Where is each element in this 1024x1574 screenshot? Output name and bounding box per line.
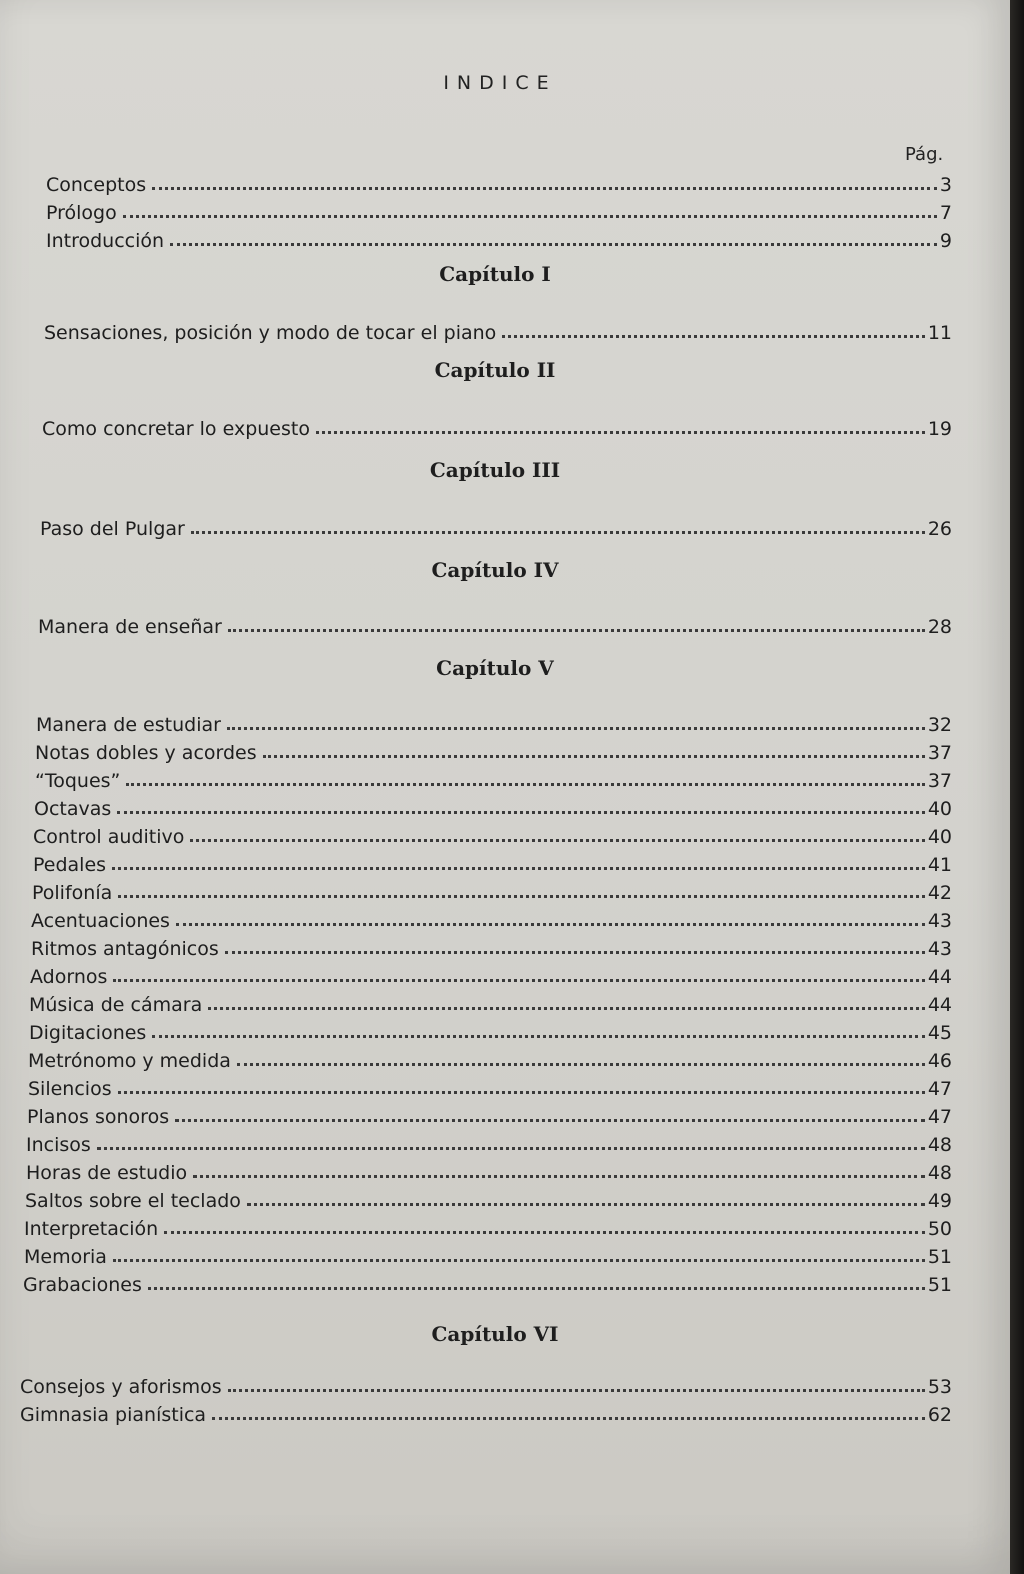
- toc-entry-page: 9: [939, 230, 952, 252]
- dot-leader: [228, 629, 925, 632]
- dot-leader: [97, 1147, 925, 1150]
- toc-entry: [46, 224, 952, 252]
- toc-entry: [26, 1128, 952, 1156]
- toc-entry: [26, 1156, 952, 1184]
- dot-leader: [175, 1119, 925, 1122]
- toc-entry-page: 43: [927, 910, 952, 932]
- toc-entry-page: 44: [927, 966, 952, 988]
- dot-leader: [191, 531, 925, 534]
- toc-entry-page: 48: [927, 1134, 952, 1156]
- toc-entry-label: Memoria: [24, 1246, 107, 1268]
- toc-entry-page: 43: [927, 938, 952, 960]
- toc-entry: [31, 932, 952, 960]
- toc-entry: [31, 904, 952, 932]
- toc-entry-label: Silencios: [28, 1078, 112, 1100]
- toc-entry-label: Horas de estudio: [26, 1162, 188, 1184]
- toc-entry: [25, 1184, 952, 1212]
- toc-entry: [36, 708, 952, 736]
- chapter-heading: Capítulo VI: [431, 1322, 559, 1346]
- toc-entry-label: Notas dobles y acordes: [35, 742, 257, 764]
- chapter-heading: Capítulo I: [439, 262, 551, 286]
- toc-entry: [27, 1100, 952, 1128]
- dot-leader: [118, 895, 925, 898]
- chapter-heading: Capítulo III: [429, 458, 561, 482]
- toc-entry-label: Planos sonoros: [27, 1106, 170, 1128]
- toc-entry: [44, 316, 952, 344]
- toc-entry: [20, 1370, 952, 1398]
- toc-entry-page: 3: [939, 174, 952, 196]
- toc-entry-label: Sensaciones, posición y modo de tocar el piano: [44, 322, 497, 344]
- dot-leader: [123, 215, 937, 218]
- toc-entry-page: 53: [927, 1376, 952, 1398]
- toc-entry: [46, 196, 952, 224]
- toc-entry: [40, 512, 952, 540]
- dot-leader: [227, 727, 925, 730]
- toc-entry-page: 37: [927, 742, 952, 764]
- toc-entry: [28, 1072, 952, 1100]
- toc-entry-page: 28: [927, 616, 952, 638]
- dot-leader: [193, 1175, 925, 1178]
- dot-leader: [502, 335, 925, 338]
- toc-entry-page: 62: [927, 1404, 952, 1426]
- page-column-header: Pág.: [905, 144, 944, 165]
- dot-leader: [148, 1287, 925, 1290]
- toc-entry-label: Control auditivo: [33, 826, 185, 848]
- toc-entry-label: Pedales: [33, 854, 107, 876]
- toc-entry-label: Polifonía: [32, 882, 113, 904]
- toc-entry-label: Metrónomo y medida: [28, 1050, 231, 1072]
- toc-entry: [24, 1212, 952, 1240]
- dot-leader: [164, 1231, 925, 1234]
- dot-leader: [176, 923, 925, 926]
- toc-entry-label: Gimnasia pianística: [20, 1404, 207, 1426]
- toc-entry: [35, 736, 952, 764]
- dot-leader: [152, 187, 937, 190]
- toc-entry-label: Conceptos: [46, 174, 147, 196]
- toc-entry-label: Incisos: [26, 1134, 91, 1156]
- toc-entry: [28, 1044, 952, 1072]
- toc-entry-label: Interpretación: [24, 1218, 159, 1240]
- dot-leader: [208, 1007, 925, 1010]
- toc-entry: [32, 876, 952, 904]
- toc-entry-page: 37: [927, 770, 952, 792]
- toc-entry-page: 11: [927, 322, 952, 344]
- toc-entry-page: 51: [927, 1274, 952, 1296]
- toc-entry-label: Manera de estudiar: [36, 714, 221, 736]
- toc-entry-page: 42: [927, 882, 952, 904]
- toc-entry-label: Como concretar lo expuesto: [42, 418, 310, 440]
- toc-entry-label: Saltos sobre el teclado: [25, 1190, 241, 1212]
- toc-entry-page: 41: [927, 854, 952, 876]
- toc-entry: [20, 1398, 952, 1426]
- toc-entry-label: “Toques”: [35, 770, 121, 792]
- index-title: INDICE: [443, 72, 557, 94]
- chapter-heading: Capítulo V: [436, 656, 554, 680]
- toc-entry-page: 51: [927, 1246, 952, 1268]
- dot-leader: [263, 755, 925, 758]
- dot-leader: [112, 867, 925, 870]
- toc-entry-label: Grabaciones: [23, 1274, 142, 1296]
- dot-leader: [316, 431, 925, 434]
- dot-leader: [225, 951, 925, 954]
- toc-entry: [42, 412, 952, 440]
- dot-leader: [152, 1035, 924, 1038]
- dot-leader: [118, 1091, 925, 1094]
- toc-entry-page: 7: [939, 202, 952, 224]
- dot-leader: [212, 1417, 925, 1420]
- dot-leader: [237, 1063, 925, 1066]
- toc-entry-page: 48: [927, 1162, 952, 1184]
- toc-entry-page: 50: [927, 1218, 952, 1240]
- toc-entry: [46, 168, 952, 196]
- chapter-heading: Capítulo II: [434, 358, 556, 382]
- toc-entry: [30, 960, 952, 988]
- dot-leader: [170, 243, 937, 246]
- toc-entry-label: Prólogo: [46, 202, 117, 224]
- toc-entry: [33, 848, 952, 876]
- toc-entry: [33, 820, 952, 848]
- dot-leader: [126, 783, 924, 786]
- toc-entry-page: 40: [927, 826, 952, 848]
- toc-entry-label: Introducción: [46, 230, 165, 252]
- toc-entry-page: 19: [927, 418, 952, 440]
- toc-entry-label: Música de cámara: [29, 994, 203, 1016]
- toc-entry-page: 44: [927, 994, 952, 1016]
- toc-entry: [29, 988, 952, 1016]
- toc-entry: [24, 1240, 952, 1268]
- toc-entry-page: 26: [927, 518, 952, 540]
- dot-leader: [247, 1203, 925, 1206]
- toc-entry: [23, 1268, 952, 1296]
- toc-entry: [29, 1016, 952, 1044]
- chapter-heading: Capítulo IV: [431, 558, 559, 582]
- toc-entry-page: 32: [927, 714, 952, 736]
- dot-leader: [117, 811, 925, 814]
- toc-entry-page: 45: [927, 1022, 952, 1044]
- toc-entry-label: Paso del Pulgar: [40, 518, 185, 540]
- toc-entry-label: Manera de enseñar: [38, 616, 222, 638]
- toc-entry-label: Digitaciones: [29, 1022, 147, 1044]
- page-edge: [1010, 0, 1024, 1574]
- toc-entry-label: Adornos: [30, 966, 108, 988]
- toc-entry: [35, 764, 952, 792]
- dot-leader: [113, 1259, 925, 1262]
- dot-leader: [228, 1389, 925, 1392]
- toc-entry-page: 46: [927, 1050, 952, 1072]
- toc-entry-page: 47: [927, 1106, 952, 1128]
- toc-entry-label: Acentuaciones: [31, 910, 170, 932]
- dot-leader: [113, 979, 924, 982]
- toc-entry-page: 49: [927, 1190, 952, 1212]
- toc-entry-page: 47: [927, 1078, 952, 1100]
- toc-entry: [38, 610, 952, 638]
- toc-entry-label: Octavas: [34, 798, 112, 820]
- toc-entry-label: Ritmos antagónicos: [31, 938, 219, 960]
- dot-leader: [190, 839, 924, 842]
- toc-entry-label: Consejos y aforismos: [20, 1376, 222, 1398]
- toc-entry-page: 40: [927, 798, 952, 820]
- toc-entry: [34, 792, 952, 820]
